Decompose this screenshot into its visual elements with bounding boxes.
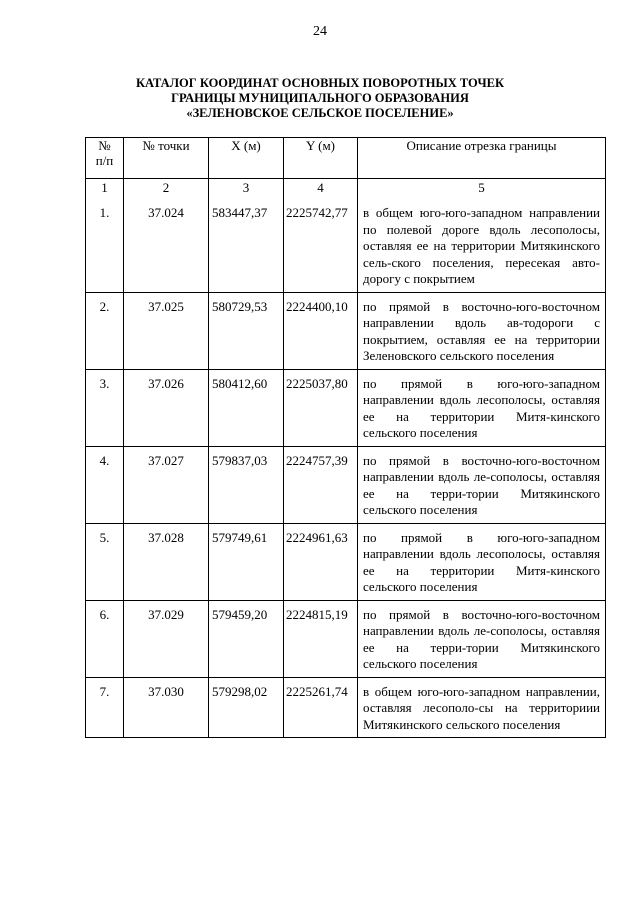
- y-coordinate: 2225742,77: [284, 199, 358, 292]
- column-index: 3: [209, 179, 284, 200]
- title-line-3: «ЗЕЛЕНОВСКОЕ СЕЛЬСКОЕ ПОСЕЛЕНИЕ»: [186, 106, 454, 120]
- row-number: 1.: [86, 199, 124, 292]
- row-number: 5.: [86, 523, 124, 600]
- y-coordinate: 2224400,10: [284, 292, 358, 369]
- row-number: 7.: [86, 677, 124, 738]
- x-coordinate: 583447,37: [209, 199, 284, 292]
- row-number: 2.: [86, 292, 124, 369]
- column-index-row: [86, 179, 606, 200]
- row-number: 3.: [86, 369, 124, 446]
- document-title: [0, 76, 640, 121]
- y-coordinate: 2225261,74: [284, 677, 358, 738]
- x-coordinate: 579749,61: [209, 523, 284, 600]
- row-number: 6.: [86, 600, 124, 677]
- y-coordinate: 2224815,19: [284, 600, 358, 677]
- segment-description: по прямой в восточно-юго-восточном направлении вдоль ав-тодороги с покрытием, оставляя ее на территории Зеленовского сельского поселения: [358, 292, 606, 369]
- x-coordinate: 579459,20: [209, 600, 284, 677]
- header-description: Описание отрезка границы: [358, 138, 606, 179]
- y-coordinate: 2225037,80: [284, 369, 358, 446]
- table-row: [86, 199, 606, 292]
- header-num-line1: №: [98, 138, 111, 153]
- segment-description: в общем юго-юго-западном направлении, оставляя лесополо-сы на территориии Митякинского сельского поселения: [358, 677, 606, 738]
- column-index: 1: [86, 179, 124, 200]
- column-index: 5: [358, 179, 606, 200]
- table-row: [86, 446, 606, 523]
- header-num: [86, 138, 124, 179]
- row-number: 4.: [86, 446, 124, 523]
- segment-description: в общем юго-юго-западном направлении по полевой дороге вдоль лесополосы, оставляя ее на территории Митякинского сель-ского поселения, пересекая авто-дорогу с покрытием: [358, 199, 606, 292]
- table-row: [86, 292, 606, 369]
- header-x: X (м): [209, 138, 284, 179]
- segment-description: по прямой в восточно-юго-восточном направлении вдоль ле-сополосы, оставляя ее на терри-тории Митякинского сельского поселения: [358, 600, 606, 677]
- page-number: 24: [313, 24, 327, 39]
- point-number: 37.024: [124, 199, 209, 292]
- segment-description: по прямой в юго-юго-западном направлении вдоль лесополосы, оставляя ее на территории Митя-кинского сельского поселения: [358, 523, 606, 600]
- y-coordinate: 2224757,39: [284, 446, 358, 523]
- point-number: 37.025: [124, 292, 209, 369]
- table-row: [86, 369, 606, 446]
- point-number: 37.026: [124, 369, 209, 446]
- segment-description: по прямой в юго-юго-западном направлении вдоль лесополосы, оставляя ее на территории Митя-кинского сельского поселения: [358, 369, 606, 446]
- segment-description: по прямой в восточно-юго-восточном направлении вдоль ле-сополосы, оставляя ее на терри-тории Митякинского сельского поселения: [358, 446, 606, 523]
- coordinates-table: [85, 137, 606, 738]
- y-coordinate: 2224961,63: [284, 523, 358, 600]
- column-index: 2: [124, 179, 209, 200]
- point-number: 37.027: [124, 446, 209, 523]
- header-row: [86, 138, 606, 179]
- title-line-1: КАТАЛОГ КООРДИНАТ ОСНОВНЫХ ПОВОРОТНЫХ ТОЧЕК: [135, 76, 505, 90]
- table-row: [86, 677, 606, 738]
- title-line-2: ГРАНИЦЫ МУНИЦИПАЛЬНОГО ОБРАЗОВАНИЯ: [171, 91, 469, 105]
- table-body: [86, 199, 606, 738]
- table-row: [86, 523, 606, 600]
- point-number: 37.029: [124, 600, 209, 677]
- header-y: Y (м): [284, 138, 358, 179]
- x-coordinate: 580412,60: [209, 369, 284, 446]
- column-index: 4: [284, 179, 358, 200]
- x-coordinate: 579298,02: [209, 677, 284, 738]
- x-coordinate: 579837,03: [209, 446, 284, 523]
- point-number: 37.030: [124, 677, 209, 738]
- point-number: 37.028: [124, 523, 209, 600]
- table-row: [86, 600, 606, 677]
- header-num-line2: п/п: [95, 153, 114, 168]
- header-point: № точки: [124, 138, 209, 179]
- x-coordinate: 580729,53: [209, 292, 284, 369]
